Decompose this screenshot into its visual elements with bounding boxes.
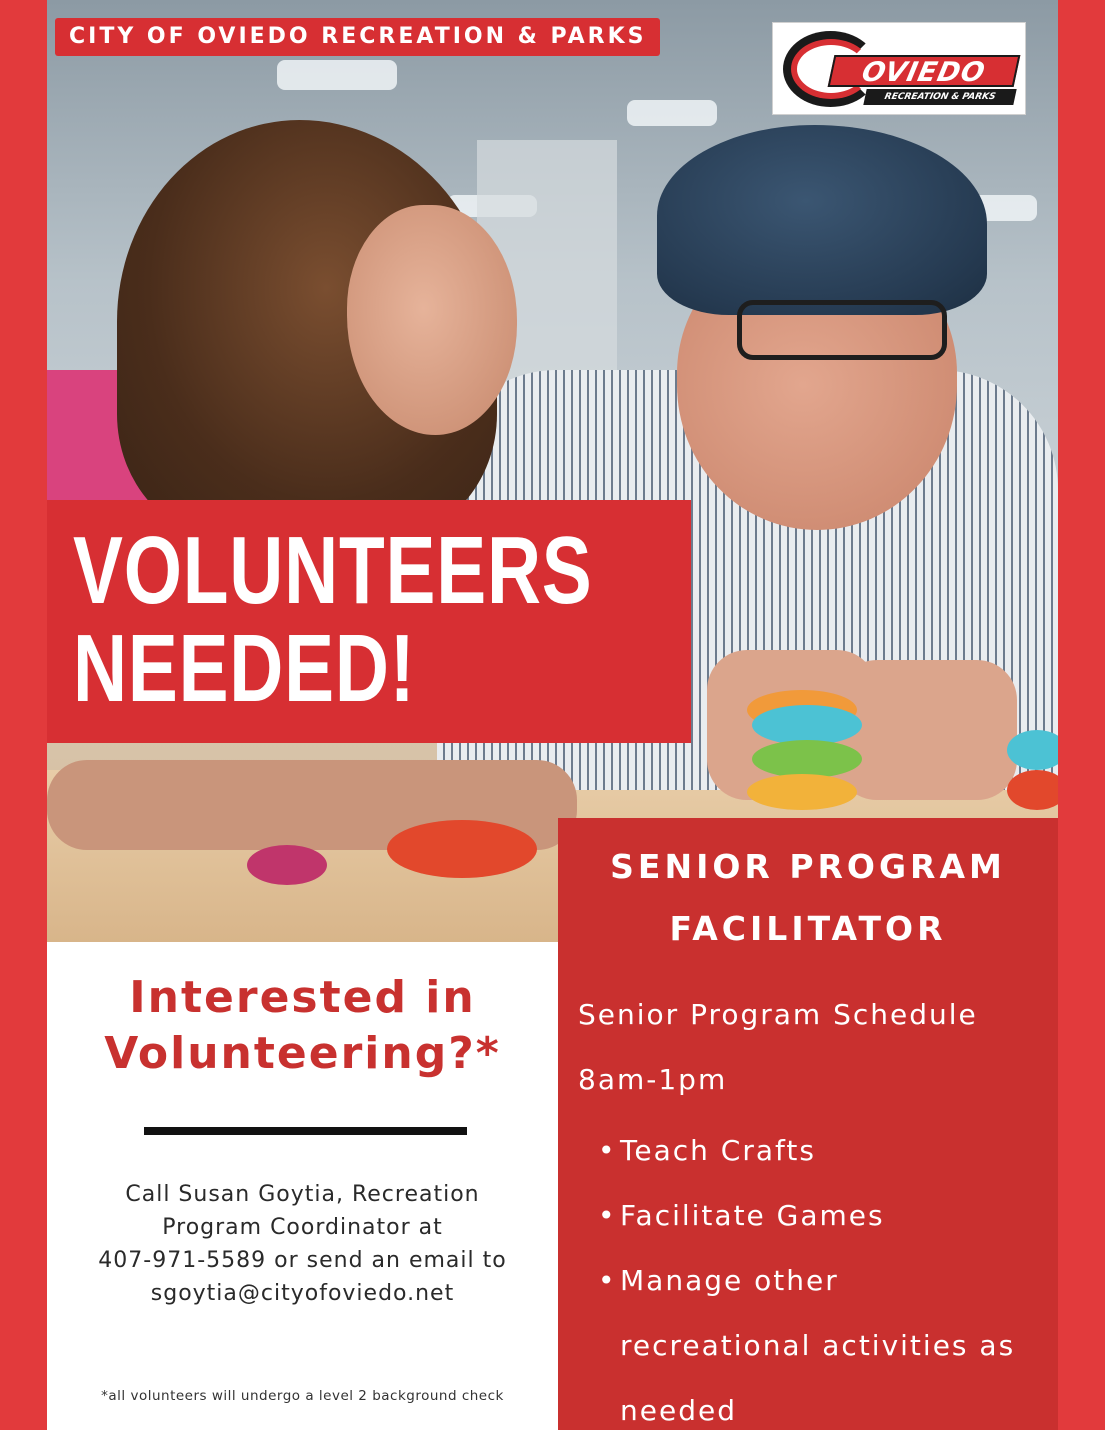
hero-photo (47, 0, 1058, 942)
schedule-label: Senior Program Schedule (578, 998, 978, 1031)
divider (144, 1127, 467, 1135)
headline-line-1: VOLUNTEERS (73, 517, 593, 624)
background-check-footnote: *all volunteers will undergo a level 2 background check (101, 1388, 504, 1404)
duty-item: • Facilitate Games (598, 1183, 1038, 1248)
role-panel (558, 818, 1058, 1430)
duty-item: • Teach Crafts (598, 1118, 1038, 1183)
logo-subtitle: RECREATION & PARKS (863, 89, 1016, 105)
interest-heading (47, 970, 558, 1082)
contact-line-1: Call Susan Goytia, Recreation (125, 1182, 480, 1207)
duty-item: • Manage other recreational activities as needed (598, 1248, 1038, 1430)
contact-phone-line: 407-971-5589 or send an email to (98, 1248, 507, 1273)
headline-line-2: NEEDED! (73, 615, 416, 722)
headline (73, 517, 593, 722)
contact-line-2: Program Coordinator at (162, 1215, 443, 1240)
schedule (578, 988, 1048, 1118)
headline-box (47, 500, 691, 743)
oviedo-logo (772, 22, 1026, 115)
schedule-hours: 8am-1pm (578, 1063, 728, 1096)
interest-line-2: Volunteering?* (104, 1028, 501, 1079)
role-title-line-1: SENIOR PROGRAM (610, 847, 1006, 886)
right-frame-bar (1058, 0, 1105, 1430)
contact-info (67, 1178, 538, 1310)
info-panel (47, 942, 558, 1430)
contact-email[interactable]: sgoytia@cityofoviedo.net (150, 1281, 455, 1306)
duties-list (598, 1118, 1038, 1430)
left-frame-bar (0, 0, 47, 1430)
interest-line-1: Interested in (129, 972, 476, 1023)
role-title (558, 836, 1058, 960)
organization-banner: CITY OF OVIEDO RECREATION & PARKS (55, 18, 660, 56)
role-title-line-2: FACILITATOR (669, 909, 947, 948)
logo-wordmark: OVIEDO (828, 55, 1021, 87)
